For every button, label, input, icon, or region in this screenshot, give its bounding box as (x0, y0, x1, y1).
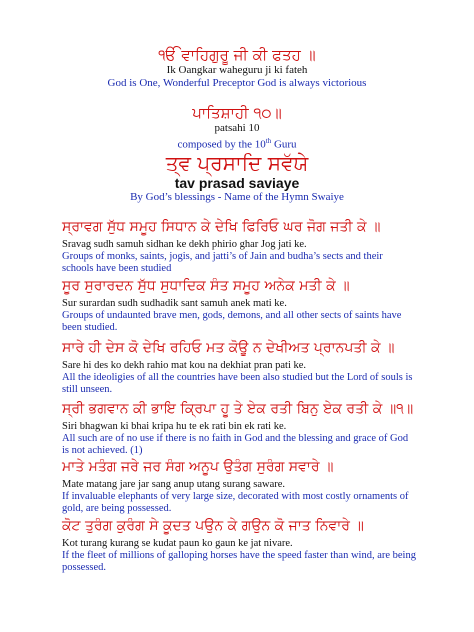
verse (62, 339, 416, 396)
verse-translation: If the fleet of millions of galloping horses have the speed faster than wind, are being possessed. (62, 550, 416, 573)
verse-transliteration: Sare hi des ko dekh rahio mat kou na dekhiat pran pati ke. (62, 360, 307, 371)
verse (62, 277, 416, 334)
composed-prefix: composed by the 10 (177, 138, 266, 151)
invocation-translation: God is One, Wonderful Preceptor God is always victorious (107, 77, 367, 89)
verse-transliteration: Kot turang kurang se kudat paun ko gaun ke jat nivare. (62, 538, 293, 549)
verse-gurmukhi: ਸੂਰ ਸੁਰਾਰਦਨ ਸੁੱਧ ਸੁਧਾਦਿਕ ਸੰਤ ਸਮੂਹ ਅਨੇਕ ਮਤੀ ਕੇ ॥ (62, 278, 350, 294)
verse-gurmukhi: ਸਾਰੇ ਹੀ ਦੇਸ ਕੋ ਦੇਖਿ ਰਹਿਓ ਮਤ ਕੋਊ ਨ ਦੇਖੀਅਤ ਪ੍ਰਾਨਪਤੀ ਕੇ ॥ (62, 340, 395, 356)
hymn-title-gurmukhi: ਤ੍ਵ ਪ੍ਰਸਾਦਿ ਸਵੱਯੇ (165, 151, 309, 175)
verse (62, 218, 416, 275)
verse (62, 458, 416, 515)
verse-transliteration: Sur surardan sudh sudhadik sant samuh anek mati ke. (62, 298, 287, 309)
invocation-gurmukhi: ੴ ਵਾਹਿਗੁਰੂ ਜੀ ਕੀ ਫਤਹ ॥ (158, 46, 316, 64)
patshahi-transliteration: patsahi 10 (214, 122, 260, 134)
patshahi-gurmukhi: ਪਾਤਿਸ਼ਾਹੀ ੧੦॥ (192, 104, 282, 122)
verse-gurmukhi: ਸ੍ਰਾਵਗ ਸੁੱਧ ਸਮੂਹ ਸਿਧਾਨ ਕੇ ਦੇਖਿ ਫਿਰਿਓ ਘਰ ਜੋਗ ਜਤੀ ਕੇ ॥ (62, 219, 381, 235)
verse-gurmukhi: ਕੋਟ ਤੁਰੰਗ ਕੁਰੰਗ ਸੇ ਕੂਦਤ ਪਉਨ ਕੇ ਗਉਨ ਕੋ ਜਾਤ ਨਿਵਾਰੇ ॥ (62, 518, 364, 534)
patshahi-block (0, 104, 474, 152)
invocation-block (0, 46, 474, 90)
verse-transliteration: Siri bhagwan ki bhai kripa hu te ek rati bin ek rati ke. (62, 421, 287, 432)
verse-translation: If invaluable elephants of very large size, decorated with most costly ornaments of gold, are being possessed. (62, 491, 409, 514)
verse (62, 400, 416, 457)
verse-translation: Groups of monks, saints, jogis, and jatti’s of Jain and budha’s sects and their schools have been studied (62, 251, 383, 274)
hymn-title-translation: By God’s blessings - Name of the Hymn Swaiye (130, 191, 344, 203)
verse-gurmukhi: ਸ੍ਰੀ ਭਗਵਾਨ ਕੀ ਭਾਇ ਕ੍ਰਿਪਾ ਹੂ ਤੇ ਏਕ ਰਤੀ ਬਿਨੁ ਏਕ ਰਤੀ ਕੇ ॥੧॥ (62, 401, 414, 417)
verse-transliteration: Sravag sudh samuh sidhan ke dekh phirio ghar Jog jati ke. (62, 239, 307, 250)
composed-by-line (0, 135, 474, 152)
hymn-title-transliteration: tav prasad saviaye (174, 175, 300, 191)
verse-transliteration: Mate matang jare jar sang anup utang surang saware. (62, 479, 286, 490)
invocation-transliteration: Ik Oangkar waheguru ji ki fateh (166, 64, 308, 76)
verse-translation: Groups of undaunted brave men, gods, demons, and all other sects of saints have been studied. (62, 310, 402, 333)
composed-sup: th (265, 137, 272, 145)
verse-translation: All the ideoligies of all the countries have been also studied but the Lord of souls is still unseen. (62, 372, 413, 395)
verse-translation: All such are of no use if there is no faith in God and the blessing and grace of God is not achieved. (1) (62, 433, 409, 456)
verse (62, 517, 416, 574)
verse-gurmukhi: ਮਾਤੇ ਮਤੰਗ ਜਰੇ ਜਰ ਸੰਗ ਅਨੂਪ ਉਤੰਗ ਸੁਰੰਗ ਸਵਾਰੇ ॥ (62, 459, 334, 475)
hymn-title-block (0, 151, 474, 204)
composed-suffix: Guru (271, 138, 297, 151)
